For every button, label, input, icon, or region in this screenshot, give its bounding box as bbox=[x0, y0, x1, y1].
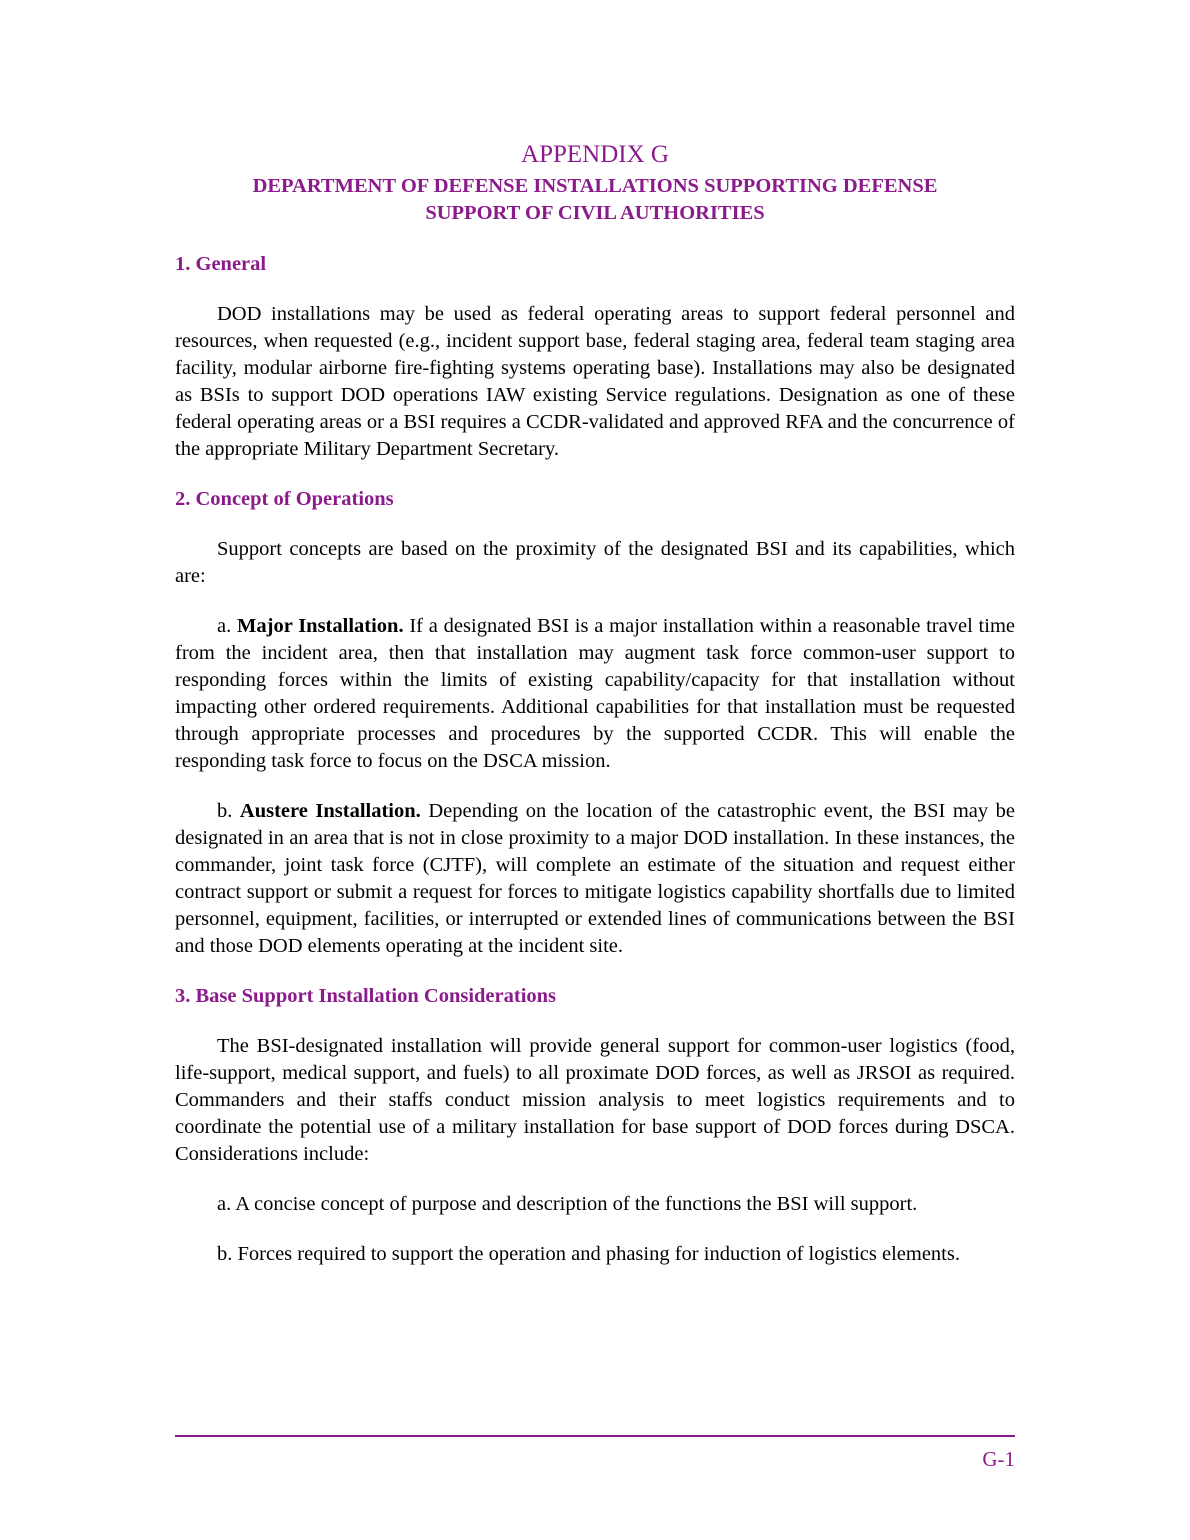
section-heading-bsi-considerations: 3. Base Support Installation Considerations bbox=[175, 985, 557, 1007]
document-page bbox=[175, 140, 1015, 1268]
footer-rule bbox=[175, 1435, 1015, 1437]
appendix-label: APPENDIX G bbox=[521, 141, 669, 168]
major-installation-text: If a designated BSI is a major installation within a reasonable travel time from the incident area, then that installation may augment task force common-user support to responding forces within the limits of existing capability/capacity for that installation without impacting other ordered requirements. Additional capabilities for that installation must be requested through appropriate processes and procedures by the supported CCDR. This will enable the responding task force to focus on the DSCA mission. bbox=[175, 615, 1015, 772]
concept-intro-paragraph: Support concepts are based on the proximity of the designated BSI and its capabilities, which are: bbox=[175, 538, 1015, 587]
item-prefix: b. bbox=[217, 800, 240, 822]
bsi-intro-paragraph: The BSI-designated installation will provide general support for common-user logistics (food, life-support, medical support, and fuels) to all proximate DOD forces, as well as JRSOI as required. Commanders and their staffs conduct mission analysis to meet logistics requirements and to coordinate the potential use of a military installation for base support of DOD forces during DSCA. Considerations include: bbox=[175, 1035, 1015, 1165]
general-paragraph: DOD installations may be used as federal operating areas to support federal personnel and resources, when requested (e.g., incident support base, federal staging area, federal team staging area facility, modular airborne fire-fighting systems operating base). Installations may also be designated as BSIs to support DOD operations IAW existing Service regulations. Designation as one of these federal operating areas or a BSI requires a CCDR-validated and approved RFA and the concurrence of the appropriate Military Department Secretary. bbox=[175, 303, 1015, 460]
bsi-consideration-b: b. Forces required to support the operation and phasing for induction of logistics elements. bbox=[217, 1243, 960, 1265]
major-installation-term: Major Installation. bbox=[237, 615, 404, 637]
austere-installation-term: Austere Installation. bbox=[239, 800, 421, 822]
austere-installation-text: Depending on the location of the catastrophic event, the BSI may be designated in an area that is not in close proximity to a major DOD installation. In these instances, the commander, joint task force (CJTF), will complete an estimate of the situation and request either contract support or submit a request for forces to mitigate logistics capability shortfalls due to limited personnel, equipment, facilities, or interrupted or extended lines of communications between the BSI and those DOD elements operating at the incident site. bbox=[175, 800, 1016, 957]
section-heading-concept-of-operations: 2. Concept of Operations bbox=[175, 488, 394, 510]
major-installation-paragraph bbox=[175, 613, 1015, 775]
austere-installation-paragraph bbox=[175, 798, 1015, 960]
appendix-title-line-1: DEPARTMENT OF DEFENSE INSTALLATIONS SUPPORTING DEFENSE bbox=[252, 175, 938, 197]
appendix-title bbox=[175, 173, 1015, 227]
page-number: G-1 bbox=[982, 1447, 1015, 1471]
appendix-title-line-2: SUPPORT OF CIVIL AUTHORITIES bbox=[425, 202, 765, 224]
item-prefix: a. bbox=[217, 615, 238, 637]
bsi-consideration-a: a. A concise concept of purpose and description of the functions the BSI will support. bbox=[217, 1193, 918, 1215]
section-heading-general: 1. General bbox=[175, 253, 267, 275]
